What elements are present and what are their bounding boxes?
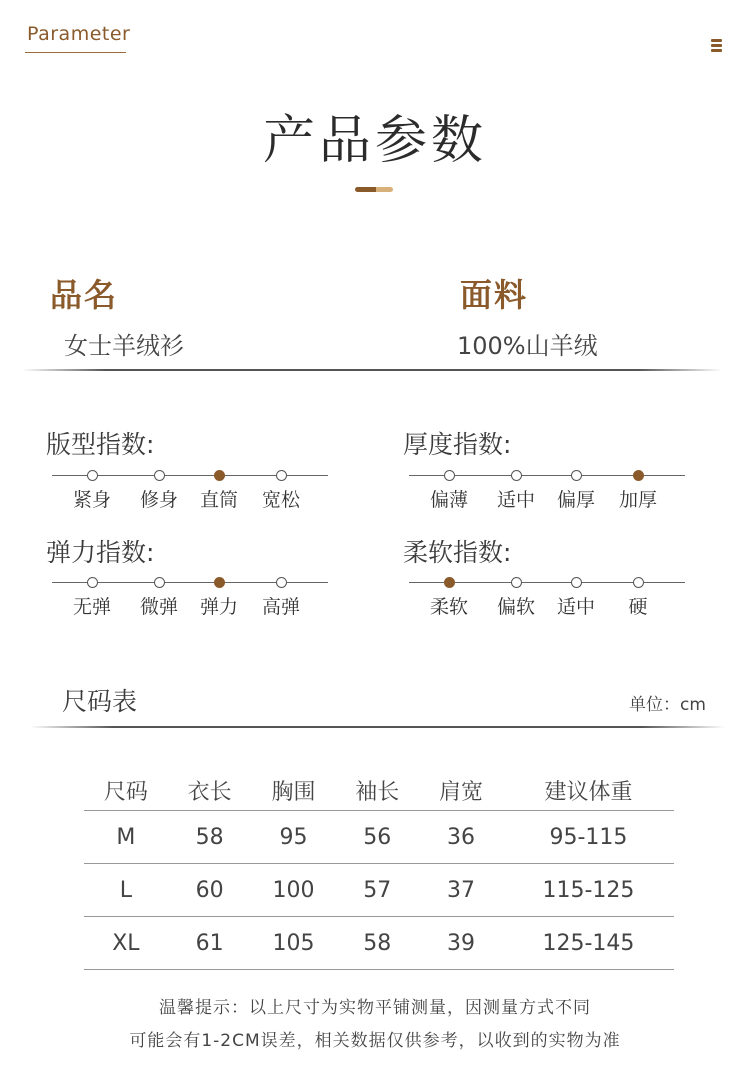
table-cell: 36 [419, 811, 503, 864]
section-label: Parameter [27, 23, 131, 45]
size-table-header [84, 770, 674, 811]
table-row [84, 811, 674, 864]
table-row [84, 864, 674, 917]
header-cell: 建议体重 [503, 770, 674, 811]
scale-option-label: 修身 [139, 489, 179, 511]
header-cell: 袖长 [335, 770, 419, 811]
table-cell: 125-145 [503, 917, 674, 970]
scale-dot [511, 577, 522, 588]
scale-option-label: 硬 [628, 596, 648, 618]
scale-option-label: 偏厚 [556, 489, 596, 511]
thickness-index-scale [409, 467, 685, 511]
fabric-value: 100%山羊绒 [457, 332, 598, 360]
table-cell: 58 [168, 811, 252, 864]
fit-index-title: 版型指数: [46, 430, 155, 459]
table-cell: 56 [335, 811, 419, 864]
table-cell: 39 [419, 917, 503, 970]
scale-option-label: 弹力 [199, 596, 239, 618]
table-cell: 37 [419, 864, 503, 917]
table-cell: 105 [252, 917, 336, 970]
scale-dot [87, 577, 98, 588]
scale-option-label: 适中 [496, 489, 536, 511]
scale-dot-selected [214, 470, 225, 481]
scale-option-label: 直筒 [199, 489, 239, 511]
softness-index-scale [409, 574, 685, 618]
table-cell: 95 [252, 811, 336, 864]
header-cell: 尺码 [84, 770, 168, 811]
table-cell: 100 [252, 864, 336, 917]
header-cell: 胸围 [252, 770, 336, 811]
table-cell: 115-125 [503, 864, 674, 917]
title-accent-bar [355, 187, 393, 192]
table-cell: 57 [335, 864, 419, 917]
info-divider [22, 369, 722, 371]
scale-dot-selected [633, 470, 644, 481]
table-cell: M [84, 811, 168, 864]
scale-dot [444, 470, 455, 481]
size-chart-unit: 单位：cm [629, 695, 706, 715]
scale-option-label: 高弹 [261, 596, 301, 618]
scale-option-label: 宽松 [261, 489, 301, 511]
size-table [84, 770, 674, 970]
scale-dot [276, 470, 287, 481]
table-cell: XL [84, 917, 168, 970]
scale-dot [633, 577, 644, 588]
fabric-label: 面料 [460, 276, 529, 314]
scale-dot-selected [214, 577, 225, 588]
size-chart-divider [30, 726, 725, 728]
thickness-index-title: 厚度指数: [403, 430, 512, 459]
scale-option-label: 柔软 [429, 596, 469, 618]
note-line-1: 温馨提示：以上尺寸为实物平铺测量，因测量方式不同 [159, 998, 591, 1018]
scale-dot [511, 470, 522, 481]
note-line-2: 可能会有1-2CM误差，相关数据仅供参考，以收到的实物为准 [129, 1031, 621, 1051]
elasticity-index-title: 弹力指数: [46, 538, 155, 567]
scale-dot [276, 577, 287, 588]
header-cell: 肩宽 [419, 770, 503, 811]
scale-dot [571, 577, 582, 588]
scale-option-label: 偏软 [496, 596, 536, 618]
scale-dot [154, 470, 165, 481]
scale-dot [154, 577, 165, 588]
scale-dot [87, 470, 98, 481]
menu-icon[interactable] [711, 39, 722, 53]
fit-index-scale [52, 467, 328, 511]
table-cell: 61 [168, 917, 252, 970]
scale-option-label: 加厚 [618, 489, 658, 511]
scale-option-label: 适中 [556, 596, 596, 618]
scale-option-label: 微弹 [139, 596, 179, 618]
softness-index-title: 柔软指数: [403, 538, 512, 567]
table-cell: 60 [168, 864, 252, 917]
table-row [84, 917, 674, 970]
scale-dot-selected [444, 577, 455, 588]
scale-option-label: 偏薄 [429, 489, 469, 511]
product-name-value: 女士羊绒衫 [64, 332, 184, 360]
table-cell: L [84, 864, 168, 917]
table-cell: 95-115 [503, 811, 674, 864]
page-title: 产品参数 [262, 111, 487, 171]
scale-dot [571, 470, 582, 481]
section-label-underline [25, 52, 126, 53]
product-name-label: 品名 [50, 276, 119, 314]
header-cell: 衣长 [168, 770, 252, 811]
scale-option-label: 无弹 [72, 596, 112, 618]
elasticity-index-scale [52, 574, 328, 618]
scale-option-label: 紧身 [72, 489, 112, 511]
table-cell: 58 [335, 917, 419, 970]
size-chart-title: 尺码表 [62, 687, 138, 716]
